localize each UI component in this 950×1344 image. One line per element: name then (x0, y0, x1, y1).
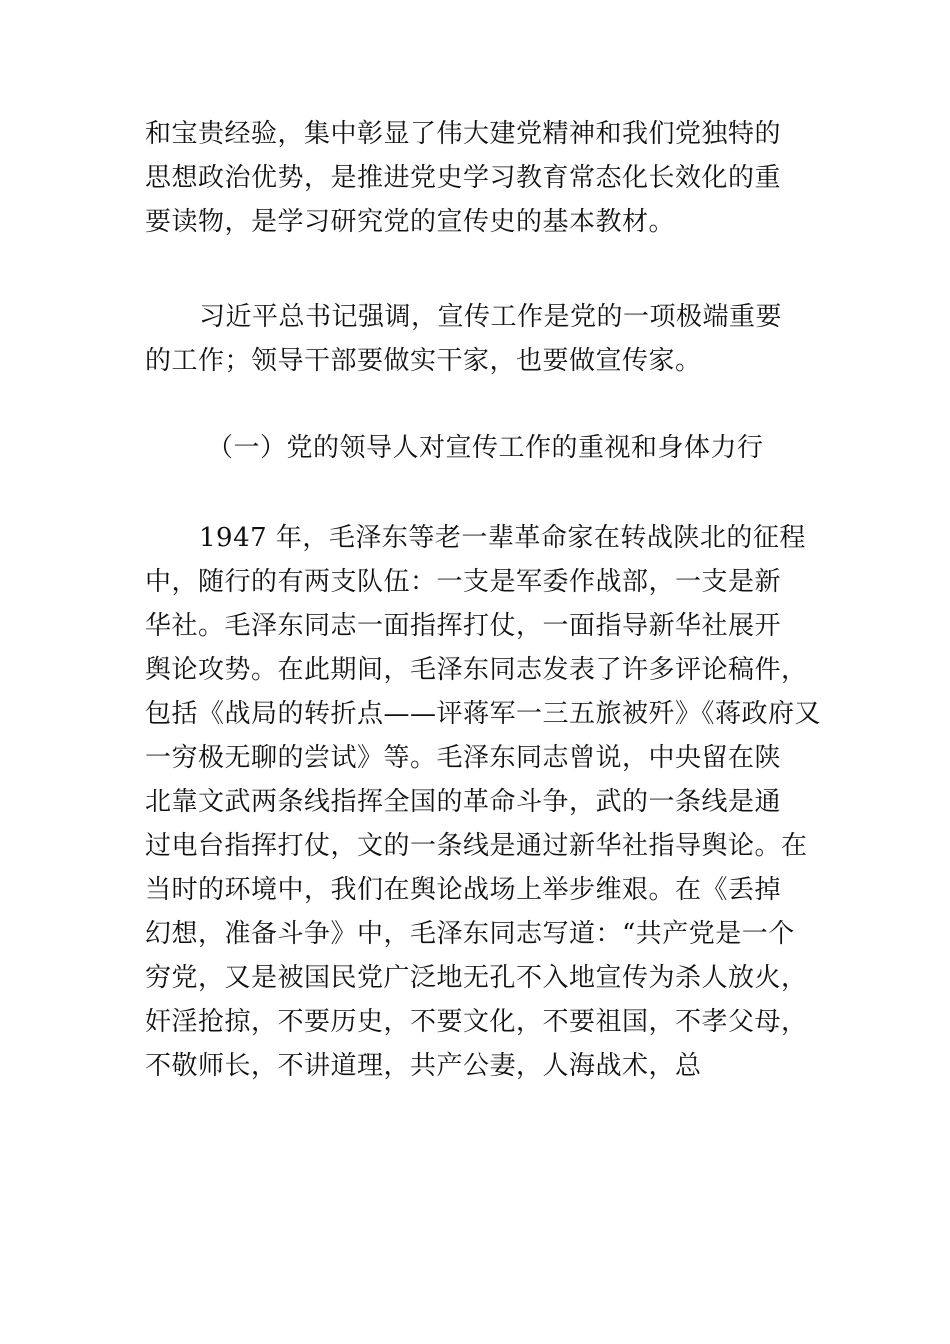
paragraph-general-secretary (145, 295, 825, 383)
paragraph-line: 华社。毛泽东同志一面指挥打仗，一面指导新华社展开 (145, 611, 782, 641)
paragraph-line: 的工作；领导干部要做实干家，也要做宣传家。 (145, 346, 702, 376)
paragraph-line: 要读物，是学习研究党的宣传史的基本教材。 (145, 207, 676, 237)
paragraph-line: 不敬师长，不讲道理，共产公妻，人海战术，总 (145, 1051, 702, 1081)
paragraph-line: 思想政治优势，是推进党史学习教育常态化长效化的重 (145, 163, 782, 193)
paragraph-line: 和宝贵经验，集中彰显了伟大建党精神和我们党独特的 (145, 119, 782, 149)
paragraph-line: 北靠文武两条线指挥全国的革命斗争，武的一条线是通 (145, 787, 782, 817)
paragraph-line: 习近平总书记强调，宣传工作是党的一项极端重要 (199, 302, 783, 332)
paragraph-line: 中，随行的有两支队伍：一支是军委作战部，一支是新 (145, 567, 782, 597)
paragraph-line: 一穷极无聊的尝试》等。毛泽东同志曾说，中央留在陕 (145, 743, 782, 773)
section-heading (145, 426, 825, 470)
paragraph-continued (145, 112, 825, 244)
paragraph-1947 (145, 516, 825, 1088)
paragraph-line: 当时的环境中，我们在舆论战场上举步维艰。在《丢掉 (145, 875, 782, 905)
paragraph-line: 舆论攻势。在此期间，毛泽东同志发表了许多评论稿件， (145, 655, 808, 685)
paragraph-line: 1947 年，毛泽东等老一辈革命家在转战陕北的征程 (199, 523, 806, 553)
paragraph-line: 穷党，又是被国民党广泛地无孔不入地宣传为杀人放火， (145, 963, 808, 993)
paragraph-line: 幻想，准备斗争》中，毛泽东同志写道：“共产党是一个 (145, 919, 795, 949)
paragraph-line: 过电台指挥打仗，文的一条线是通过新华社指导舆论。在 (145, 831, 808, 861)
section-heading-text: （一）党的领导人对宣传工作的重视和身体力行 (207, 433, 764, 463)
paragraph-line: 奸淫抢掠，不要历史，不要文化，不要祖国，不孝父母， (145, 1007, 808, 1037)
paragraph-line: 包括《战局的转折点——评蒋军一三五旅被歼》《蒋政府又 (145, 699, 822, 729)
